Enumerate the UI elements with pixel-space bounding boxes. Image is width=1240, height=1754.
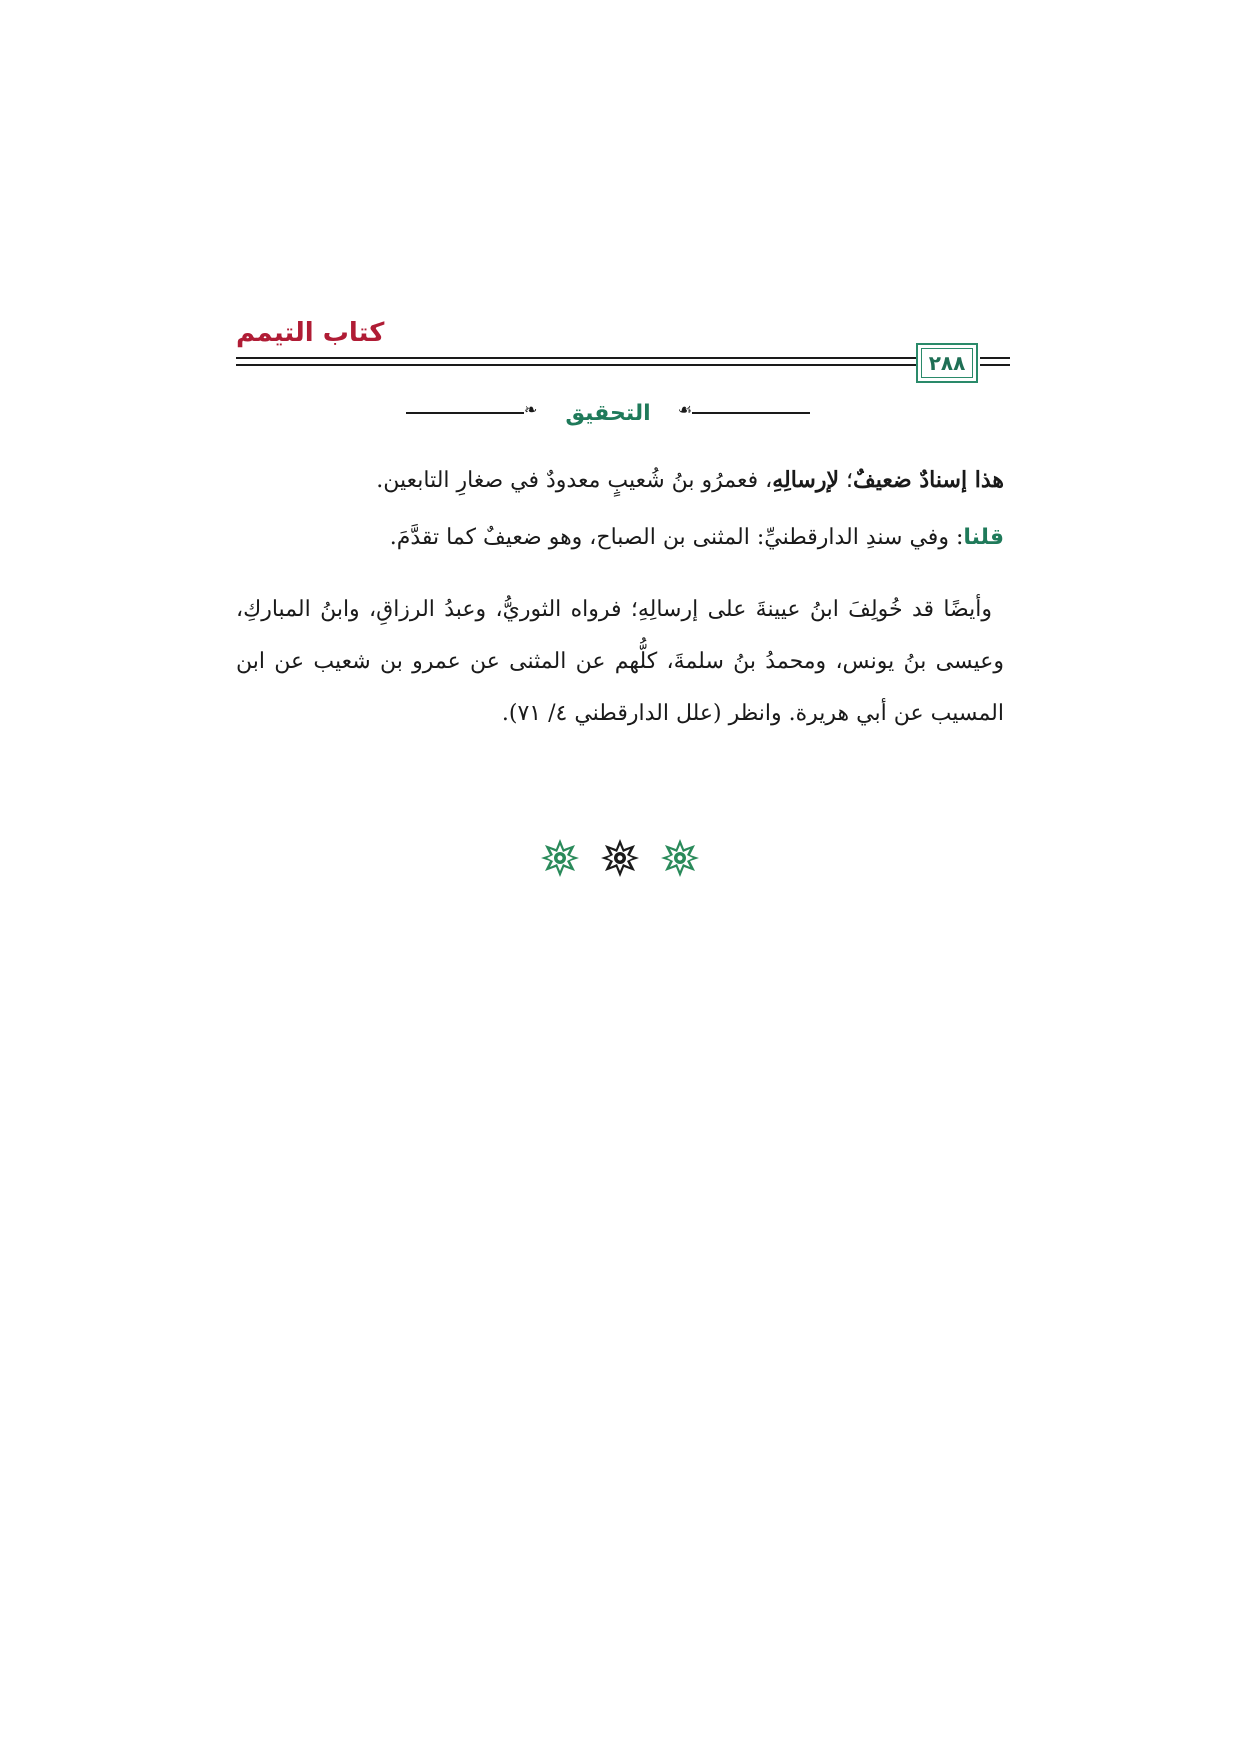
paragraph-text: : وفي سندِ الدارقطنيِّ: المثنى بن الصباح، وهو ضعيفٌ كما تقدَّمَ. [389, 525, 964, 550]
qulna-label: قلنا [963, 525, 1004, 550]
paragraph-isnad [236, 454, 1004, 507]
section-title: التحقيق [565, 400, 651, 426]
separator: ؛ [839, 468, 854, 493]
flower-star-icon [660, 838, 700, 878]
header-rule-short-bottom [980, 364, 1010, 366]
paragraph-text: ، فعمرُو بنُ شُعيبٍ معدودٌ في صغارِ التابعين. [376, 468, 773, 493]
section-rule-right [692, 412, 810, 414]
header-rule-short-top [980, 357, 1010, 359]
page-number-frame [916, 343, 978, 383]
header-rule-bottom [236, 364, 976, 366]
header-rule-top [236, 357, 976, 359]
paragraph-text: وأيضًا قد خُولِفَ ابنُ عيينةَ على إرسالِهِ؛ فرواه الثوريُّ، وعبدُ الرزاقِ، وابنُ المباركِ، وعيسى بنُ يونس، ومحمدُ بنُ سلمةَ، كلُّهم عن المثنى عن عمرو بن شعيب عن ابن المسيب عن أبي هريرة. وانظر (علل الدارقطني ٤/ ٧١). [236, 597, 1004, 726]
section-heading [406, 398, 810, 428]
paragraph-qulna [236, 512, 1004, 564]
bold-phrase: هذا إسنادٌ ضعيفٌ [853, 467, 1004, 493]
page-number: ٢٨٨ [928, 351, 966, 375]
scroll-ornament-icon: ❧ [524, 400, 538, 419]
flower-star-icon [600, 838, 640, 878]
scroll-ornament-icon: ☙ [677, 400, 692, 419]
section-rule-left [406, 412, 524, 414]
paragraph-khulifa [236, 584, 1004, 740]
section-end-ornament [540, 838, 700, 878]
flower-star-icon [540, 838, 580, 878]
book-title: كتاب التيمم [236, 318, 385, 348]
bold-phrase: لإرسالِهِ [772, 467, 840, 493]
